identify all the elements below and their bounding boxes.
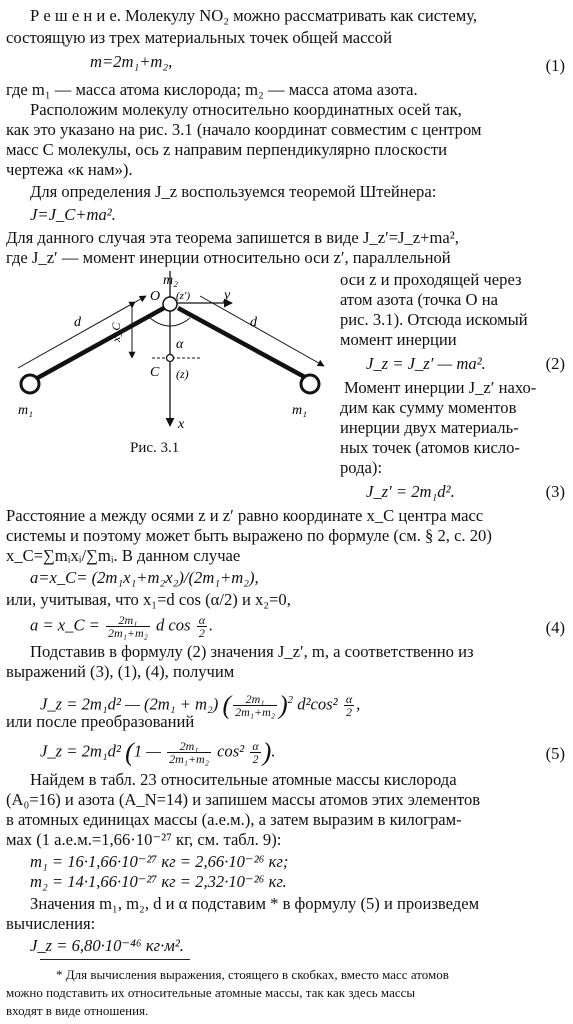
eq4-two: 2: [198, 626, 205, 640]
equation-number: (3): [545, 482, 565, 501]
equation-2: J_z = J_z′ — ma².: [366, 354, 486, 373]
text-line: момент инерции: [340, 330, 457, 349]
atom-oxygen-right: [301, 375, 319, 393]
bond-right: [178, 308, 312, 381]
equation-number: (4): [545, 618, 565, 637]
eqf-two: 2: [345, 705, 352, 720]
text-line: Найдем в табл. 23 относительные атомные массы кислорода: [30, 770, 457, 789]
text-line: или, учитывая, что x₁=d cos (α/2) и x₂=0,: [6, 590, 291, 609]
label-C: C: [150, 365, 160, 380]
eq5-left: J_z = 2m₁d²: [40, 741, 121, 761]
text-line: мах (1 а.е.м.=1,66·10⁻²⁷ кг, см. табл. 9):: [6, 830, 282, 849]
text-line: рис. 3.1). Отсюда искомый: [340, 310, 528, 329]
eq4-numerator: 2m₁: [106, 614, 150, 627]
steiner-equation: J=J_C+ma².: [30, 205, 116, 224]
label-xc: x_C: [109, 322, 123, 342]
equation-number: (2): [545, 354, 565, 373]
eq4-alpha: α: [198, 613, 206, 627]
equation-full: J_z = 2m₁d² — (2m₁ + m₂) ( $\frac{\text{2m₁}}{\text{2m₁+m₂}}$ )$^2$ d²cos² $\frac{\alpha}{2}$ ,: [40, 690, 361, 720]
label-O: O: [150, 289, 161, 304]
eq5-denominator: 2m₁+m₂: [169, 752, 209, 766]
label-d-left: d: [74, 315, 81, 330]
text-line: где m₁ — масса атома кислорода; m₂ — масса атома азота.: [6, 80, 418, 99]
footnote-line: * Для вычисления выражения, стоящего в скобках, вместо масс атомов: [56, 967, 449, 982]
eq5-numerator: 2m₁: [167, 740, 211, 753]
bond-left: [32, 308, 164, 381]
equation-4: a = x_C = $\frac{\text{2m₁}}{\text{2m₁+m₂}}$ d cos $\frac{\alpha}{2}$ .: [30, 613, 214, 640]
label-z: (z): [176, 367, 189, 381]
text-line: дим как сумму моментов: [340, 398, 517, 417]
text-line: Расположим молекулу относительно координатных осей так,: [30, 100, 462, 119]
eq4-denominator: 2m₁+m₂: [108, 626, 148, 640]
center-of-mass-point: [167, 355, 174, 362]
paren: (: [125, 737, 134, 767]
text-line: Значения m₁, m₂, d и α подставим * в формулу (5) и произведем: [30, 894, 480, 913]
equation-5: J_z = 2m₁d² (1 — $\frac{\text{2m₁}}{\text{2m₁+m₂}}$ cos² $\frac{\alpha}{2}$ ).: [40, 737, 276, 767]
eq5-fraction: [167, 740, 211, 765]
eq5-mid: 1 —: [133, 741, 161, 761]
paren: (: [222, 690, 232, 720]
result: J_z = 6,80·10⁻⁴⁶ кг·м².: [30, 936, 184, 955]
equation-number: (1): [545, 56, 565, 75]
label-alpha: α: [176, 337, 184, 352]
eq5-angle-fraction: [250, 740, 260, 765]
figure-3-1: [4, 266, 334, 456]
text-line: (A₀=16) и азота (A_N=14) и запишем массы атомов этих элементов: [6, 790, 481, 809]
text-line: инерции двух материаль-: [340, 418, 519, 437]
text-line: чертежа «к нам»).: [6, 160, 133, 179]
equation-a: a=x_C= (2m₁x₁+m₂x₂)/(2m₁+m₂),: [30, 568, 259, 587]
mass-m1: m₁ = 16·1,66·10⁻²⁷ кг = 2,66·10⁻²⁶ кг;: [30, 852, 289, 871]
text-line: Для данного случая эта теорема запишется в виде J_z′=J_z+ma²,: [6, 228, 459, 247]
label-zprime: (z′): [176, 290, 191, 302]
equation-1: m=2m₁+m₂,: [90, 52, 173, 71]
label-x: x: [178, 417, 185, 432]
eq4-left: a = x_C =: [30, 615, 100, 635]
d-dimension-left: [18, 296, 146, 368]
eqf-alpha: α: [345, 692, 353, 707]
eq4-angle-fraction: [197, 614, 207, 639]
text-line: системы и поэтому может быть выражено по формуле (см. § 2, с. 20): [6, 526, 492, 545]
eqf-numerator: 2m₁: [233, 693, 277, 706]
equation-number: (5): [545, 744, 565, 763]
paren: ): [262, 737, 272, 767]
eq4-right: d cos: [155, 615, 191, 635]
footnote-line: входят в виде отношения.: [6, 1003, 149, 1018]
text-line: Расстояние a между осями z и z′ равно координате x_C центра масс: [6, 506, 484, 525]
text-line: Р е ш е н и е. Молекулу NO₂ можно рассматривать как систему,: [30, 6, 478, 25]
figure-caption: Рис. 3.1: [130, 440, 180, 456]
text-line: Подставив в формулу (2) значения J_z′, m, a соответственно из: [30, 642, 474, 661]
equation-3: J_z′ = 2m₁d².: [366, 482, 455, 501]
text-line: оси z и проходящей через: [340, 270, 522, 289]
text-line: рода):: [340, 458, 383, 477]
label-m1-right: m₁: [292, 403, 307, 418]
text-line: в атомных единицах массы (а.е.м.), а затем выразим в килограм-: [6, 810, 462, 829]
eq5-two: 2: [252, 752, 259, 766]
atom-nitrogen: [163, 297, 177, 311]
text-line: Момент инерции J_z′ нахо-: [344, 378, 537, 397]
atom-oxygen-left: [21, 375, 39, 393]
eq5-right: cos²: [217, 741, 245, 761]
label-y: y: [224, 288, 231, 303]
text-line: вычисления:: [6, 914, 96, 933]
paren: ): [278, 690, 288, 720]
label-m1-left: m₁: [18, 403, 33, 418]
eqf-denominator: 2m₁+m₂: [235, 705, 275, 720]
text-line: состоящую из трех материальных точек общей массой: [6, 28, 392, 47]
footnote-line: можно подставить их относительные атомные массы, так как здесь массы: [6, 985, 416, 1000]
text-line: или после преобразований: [6, 712, 195, 731]
eq5-alpha: α: [252, 739, 259, 753]
label-m2: m₂: [163, 273, 178, 288]
text-line: x_C=∑mᵢxᵢ/∑mᵢ. В данном случае: [6, 546, 241, 565]
text-line: выражений (3), (1), (4), получим: [6, 662, 235, 681]
eqf-left: J_z = 2m₁d² — (2m₁ + m₂): [40, 694, 219, 714]
eqf-right: d²cos²: [297, 694, 338, 714]
mass-m2: m₂ = 14·1,66·10⁻²⁷ кг = 2,32·10⁻²⁶ кг.: [30, 872, 287, 891]
text-line: Для определения J_z воспользуемся теоремой Штейнера:: [30, 182, 437, 201]
text-line: где J_z′ — момент инерции относительно оси z′, параллельной: [6, 248, 451, 267]
text-line: как это указано на рис. 3.1 (начало координат совместим с центром: [6, 120, 482, 139]
text-line: масс C молекулы, ось z направим перпендикулярно плоскости: [6, 140, 448, 159]
text-line: ных точек (атомов кисло-: [340, 438, 520, 457]
eq4-fraction: [106, 614, 150, 639]
text-line: атом азота (точка O на: [340, 290, 498, 309]
label-d-right: d: [250, 315, 257, 330]
footnote-rule: [40, 959, 190, 960]
